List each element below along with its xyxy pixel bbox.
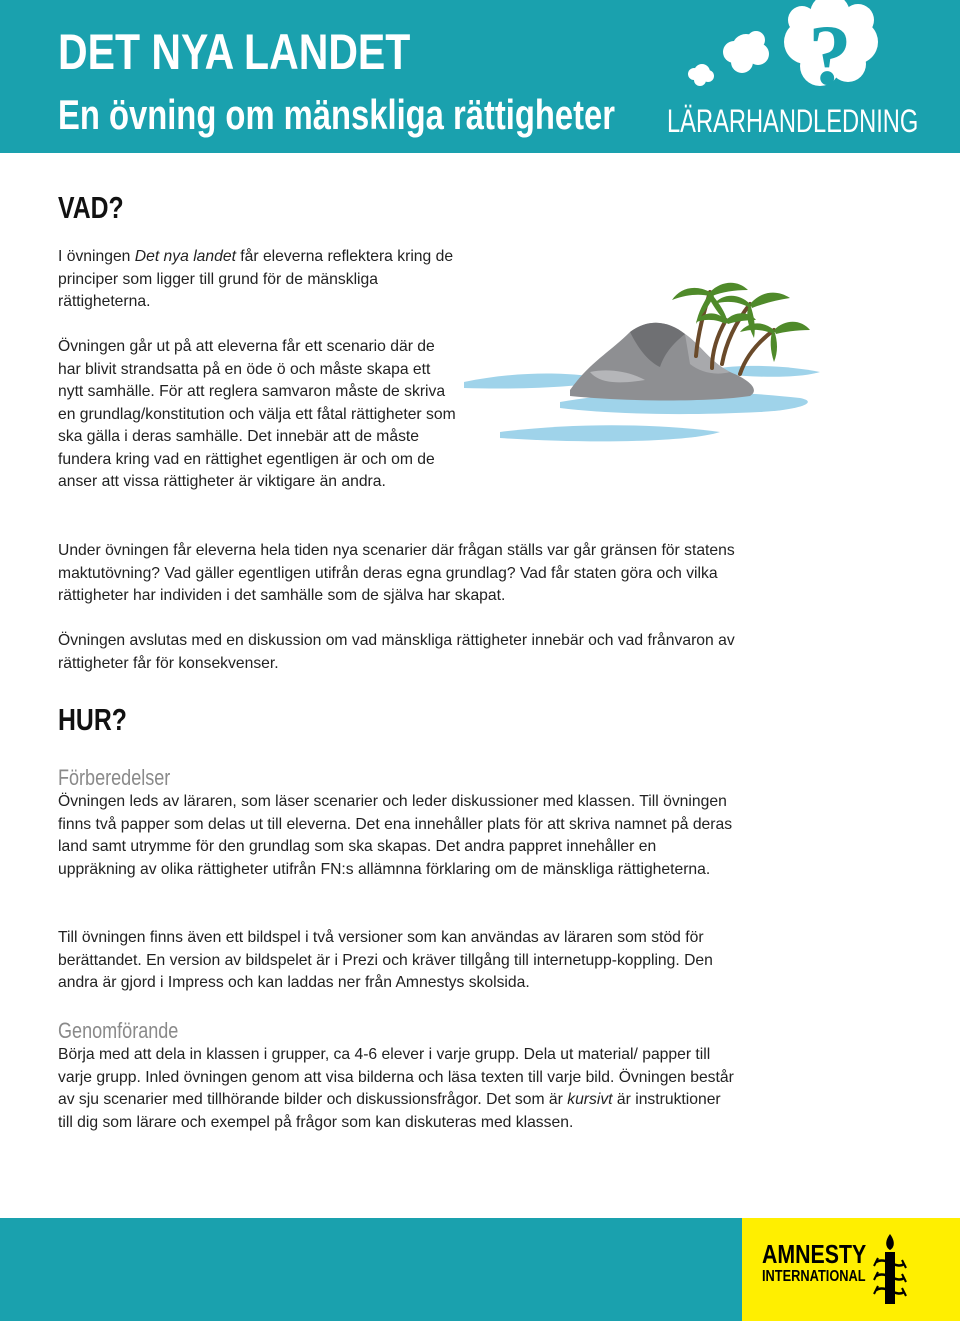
candle-barbed-wire-icon — [872, 1232, 908, 1310]
prep-paragraph-2: Till övningen finns även ett bildspel i två versioner som kan användas av läraren som stöd för berättandet. En version av bildspelet är i Prezi och kräver tillgång till internetupp-koppling. Den andra är gjord i Impress och kan laddas ner från Amnestys skolsida. — [58, 929, 713, 991]
section-heading-hur: HUR? — [58, 702, 127, 737]
svg-text:?: ? — [808, 7, 852, 100]
vad-paragraph-2: Övningen går ut på att eleverna får ett scenario där de har blivit strandsatta på en öde ö och måste skapa ett nytt samhälle. För att reglera samvaron måste de skriva en grundlag/konstitution och välja ett fåtal rättigheter som ska gälla i deras samhälle. Det innebär att de måste fundera kring vad en rättighet egentligen är och om de anser att vissa rättigheter är viktigare än andra. — [58, 338, 456, 490]
amnesty-logo — [742, 1218, 960, 1321]
page-subtitle: En övning om mänskliga rättigheter — [58, 91, 616, 138]
subheading-genomforande: Genomförande — [58, 1018, 179, 1043]
vad-paragraph-4: Övningen avslutas med en diskussion om vad mänskliga rättigheter innebär och vad frånvaron av rättigheter får för konsekvenser. — [58, 632, 735, 672]
vad-p1-title: Det nya landet — [134, 248, 236, 265]
amnesty-logo-line1: AMNESTY — [762, 1239, 867, 1269]
vad-paragraph-3: Under övningen får eleverna hela tiden nya scenarier där frågan ställs var går gränsen för statens maktutövning? Vad gäller egentligen utifrån deras egna grundlag? Vad får staten göra och vilka rättigheter har individen i det samhälle som de själva har skapat. — [58, 542, 735, 604]
vad-p1-rest: får eleverna reflektera kring de principer som ligger till grund för de mänskliga rättigheterna. — [58, 248, 454, 310]
subheading-forberedelser: Förberedelser — [58, 765, 171, 790]
header-banner — [0, 0, 960, 153]
exec-p1-part-b: är instruktioner till dig som lärare och exempel på frågor som kan diskuteras med klassen. — [58, 1091, 721, 1131]
vad-paragraph-1 — [58, 246, 458, 314]
amnesty-logo-line2: INTERNATIONAL — [762, 1268, 866, 1285]
island-illustration — [460, 272, 840, 472]
exec-p1-italic: kursivt — [567, 1091, 613, 1108]
prep-paragraph-1: Övningen leds av läraren, som läser scenarier och leder diskussioner med klassen. Till övningen finns två papper som delas ut till eleverna. Det ena innehåller plats för att skriva namnet på deras land samt utrymme för den grundlag som ska skapas. Det andra pappret innehåller en uppräkning av olika rättigheter utifrån FN:s allämnna förklaring om de mänskliga rättigheterna. — [58, 793, 733, 878]
section-heading-vad: VAD? — [58, 190, 124, 225]
exec-paragraph-1 — [58, 1044, 738, 1134]
thought-bubble-question-icon — [680, 0, 890, 100]
page-title: DET NYA LANDET — [58, 24, 411, 80]
teacher-guide-label: LÄRARHANDLEDNING — [667, 103, 919, 139]
exec-p1-part-a: Börja med att dela in klassen i grupper, ca 4-6 elever i varje grupp. Dela ut material/ papper till varje grupp. Inled övningen genom att visa bilderna och läsa texten till varje bild. Övningen består av sju scenarier med tillhörande bilder och diskussionsfrågor. Det som är — [58, 1046, 734, 1108]
vad-p1-intro: I övningen — [58, 248, 135, 265]
